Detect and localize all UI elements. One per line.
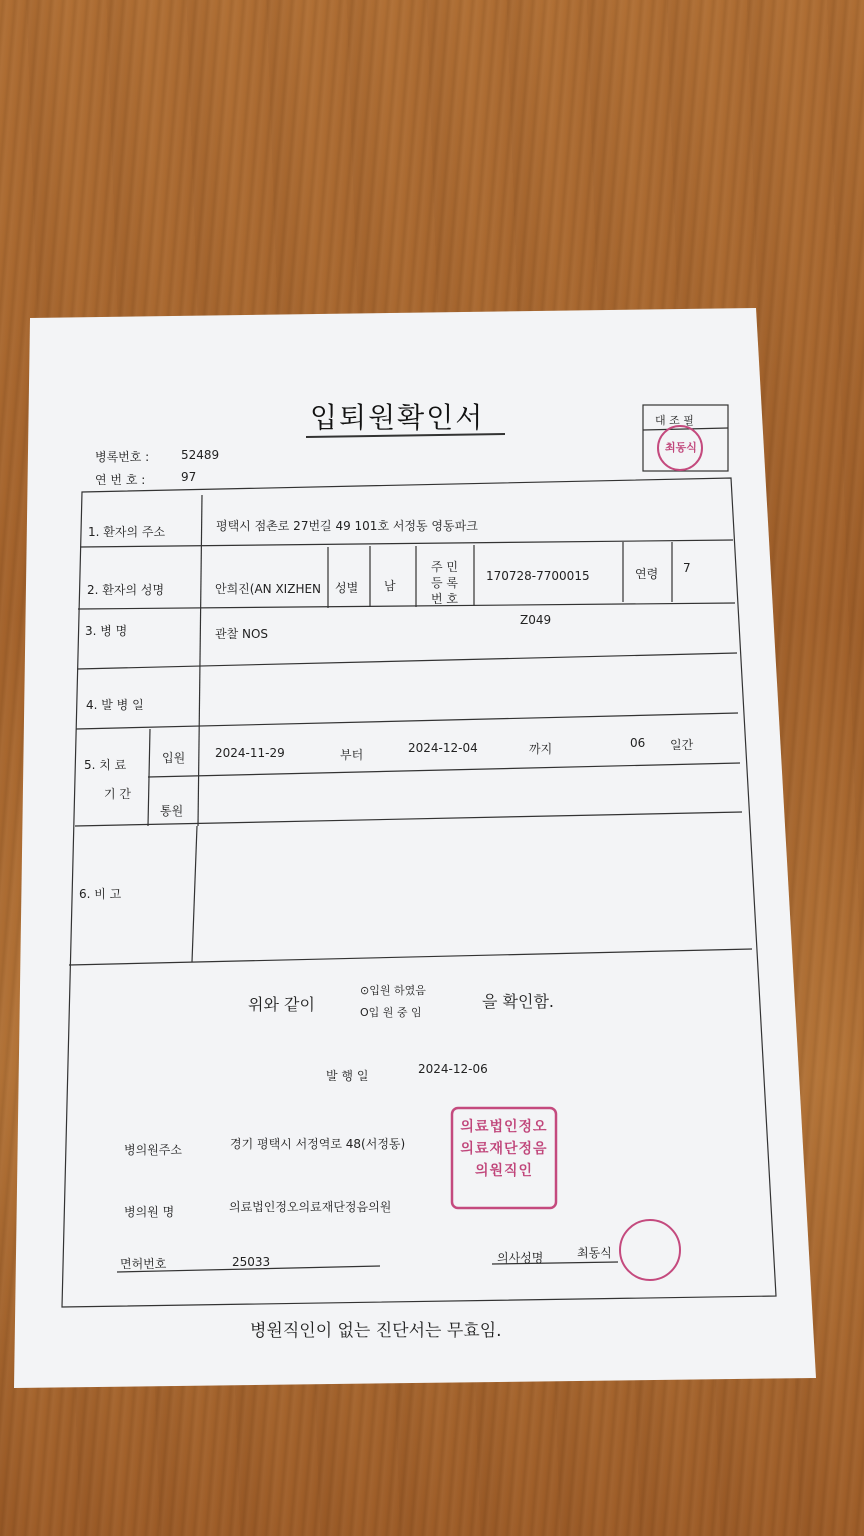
issue-date-label: 발 행 일 — [326, 1069, 369, 1083]
treatment-period-label: 5. 치 료 — [84, 758, 127, 772]
age-label: 연령 — [635, 567, 659, 581]
record-number: 52489 — [181, 448, 220, 462]
patient-name: 안희진(AN XIZHEN — [215, 582, 322, 596]
sex-label: 성별 — [335, 581, 359, 595]
official-hospital-seal: 의료법인정오의료재단정음의원직인 — [460, 1119, 548, 1179]
serial-number: 97 — [181, 470, 197, 484]
inpatient-days: 06 — [630, 736, 646, 750]
seal-box-stamp: 최동식 — [665, 441, 697, 454]
id-label-line1: 주 민 — [431, 560, 458, 574]
id-label-line3: 번 호 — [431, 592, 458, 606]
patient-address: 평택시 점촌로 27번길 49 101호 서정동 영동파크 — [216, 519, 478, 533]
outpatient-label: 통원 — [160, 804, 184, 818]
patient-sex: 남 — [384, 579, 396, 593]
inpatient-to-date: 2024-12-04 — [408, 741, 478, 755]
option-in-hospital: O입 원 중 임 — [360, 1006, 422, 1019]
patient-age: 7 — [683, 561, 691, 575]
onset-date-label: 4. 발 병 일 — [86, 698, 144, 712]
license-number-label: 면허번호 — [120, 1257, 167, 1271]
name-label: 2. 환자의 성명 — [87, 583, 165, 597]
hospital-address: 경기 평택시 서정역로 48(서정동) — [230, 1137, 406, 1151]
issue-date: 2024-12-06 — [418, 1062, 488, 1076]
disease-label: 3. 병 명 — [85, 624, 128, 638]
disease-code: Z049 — [520, 613, 552, 627]
hospital-name: 의료법인정오의료재단정음의원 — [229, 1200, 392, 1214]
seal-box-label: 대 조 필 — [655, 414, 694, 427]
inpatient-label: 입원 — [162, 751, 186, 765]
confirm-suffix: 을 확인함. — [482, 992, 554, 1011]
to-label: 까지 — [529, 742, 553, 756]
record-number-label: 병록번호 : — [95, 450, 150, 464]
hospital-name-label: 병의원 명 — [124, 1205, 175, 1219]
hospital-address-label: 병의원주소 — [124, 1143, 182, 1157]
footer-notice: 병원직인이 없는 진단서는 무효임. — [250, 1321, 502, 1341]
remarks-label: 6. 비 고 — [79, 887, 122, 901]
document-title: 입퇴원확인서 — [310, 401, 485, 434]
option-admitted: ⊙입원 하였음 — [360, 984, 426, 997]
license-number: 25033 — [232, 1255, 271, 1269]
treatment-period-label-2: 기 간 — [104, 787, 131, 801]
doctor-name-label: 의사성명 — [497, 1251, 544, 1265]
id-label-line2: 등 록 — [431, 576, 458, 590]
address-label: 1. 환자의 주소 — [88, 525, 166, 539]
doctor-name: 최동식 — [577, 1246, 612, 1260]
from-label: 부터 — [340, 748, 364, 762]
disease-name: 관찰 NOS — [215, 627, 269, 641]
inpatient-from-date: 2024-11-29 — [215, 746, 285, 760]
days-label: 일간 — [670, 738, 694, 752]
serial-number-label: 연 번 호 : — [95, 473, 146, 487]
resident-id-number: 170728-7700015 — [486, 569, 590, 583]
confirm-prefix: 위와 같이 — [248, 995, 315, 1014]
